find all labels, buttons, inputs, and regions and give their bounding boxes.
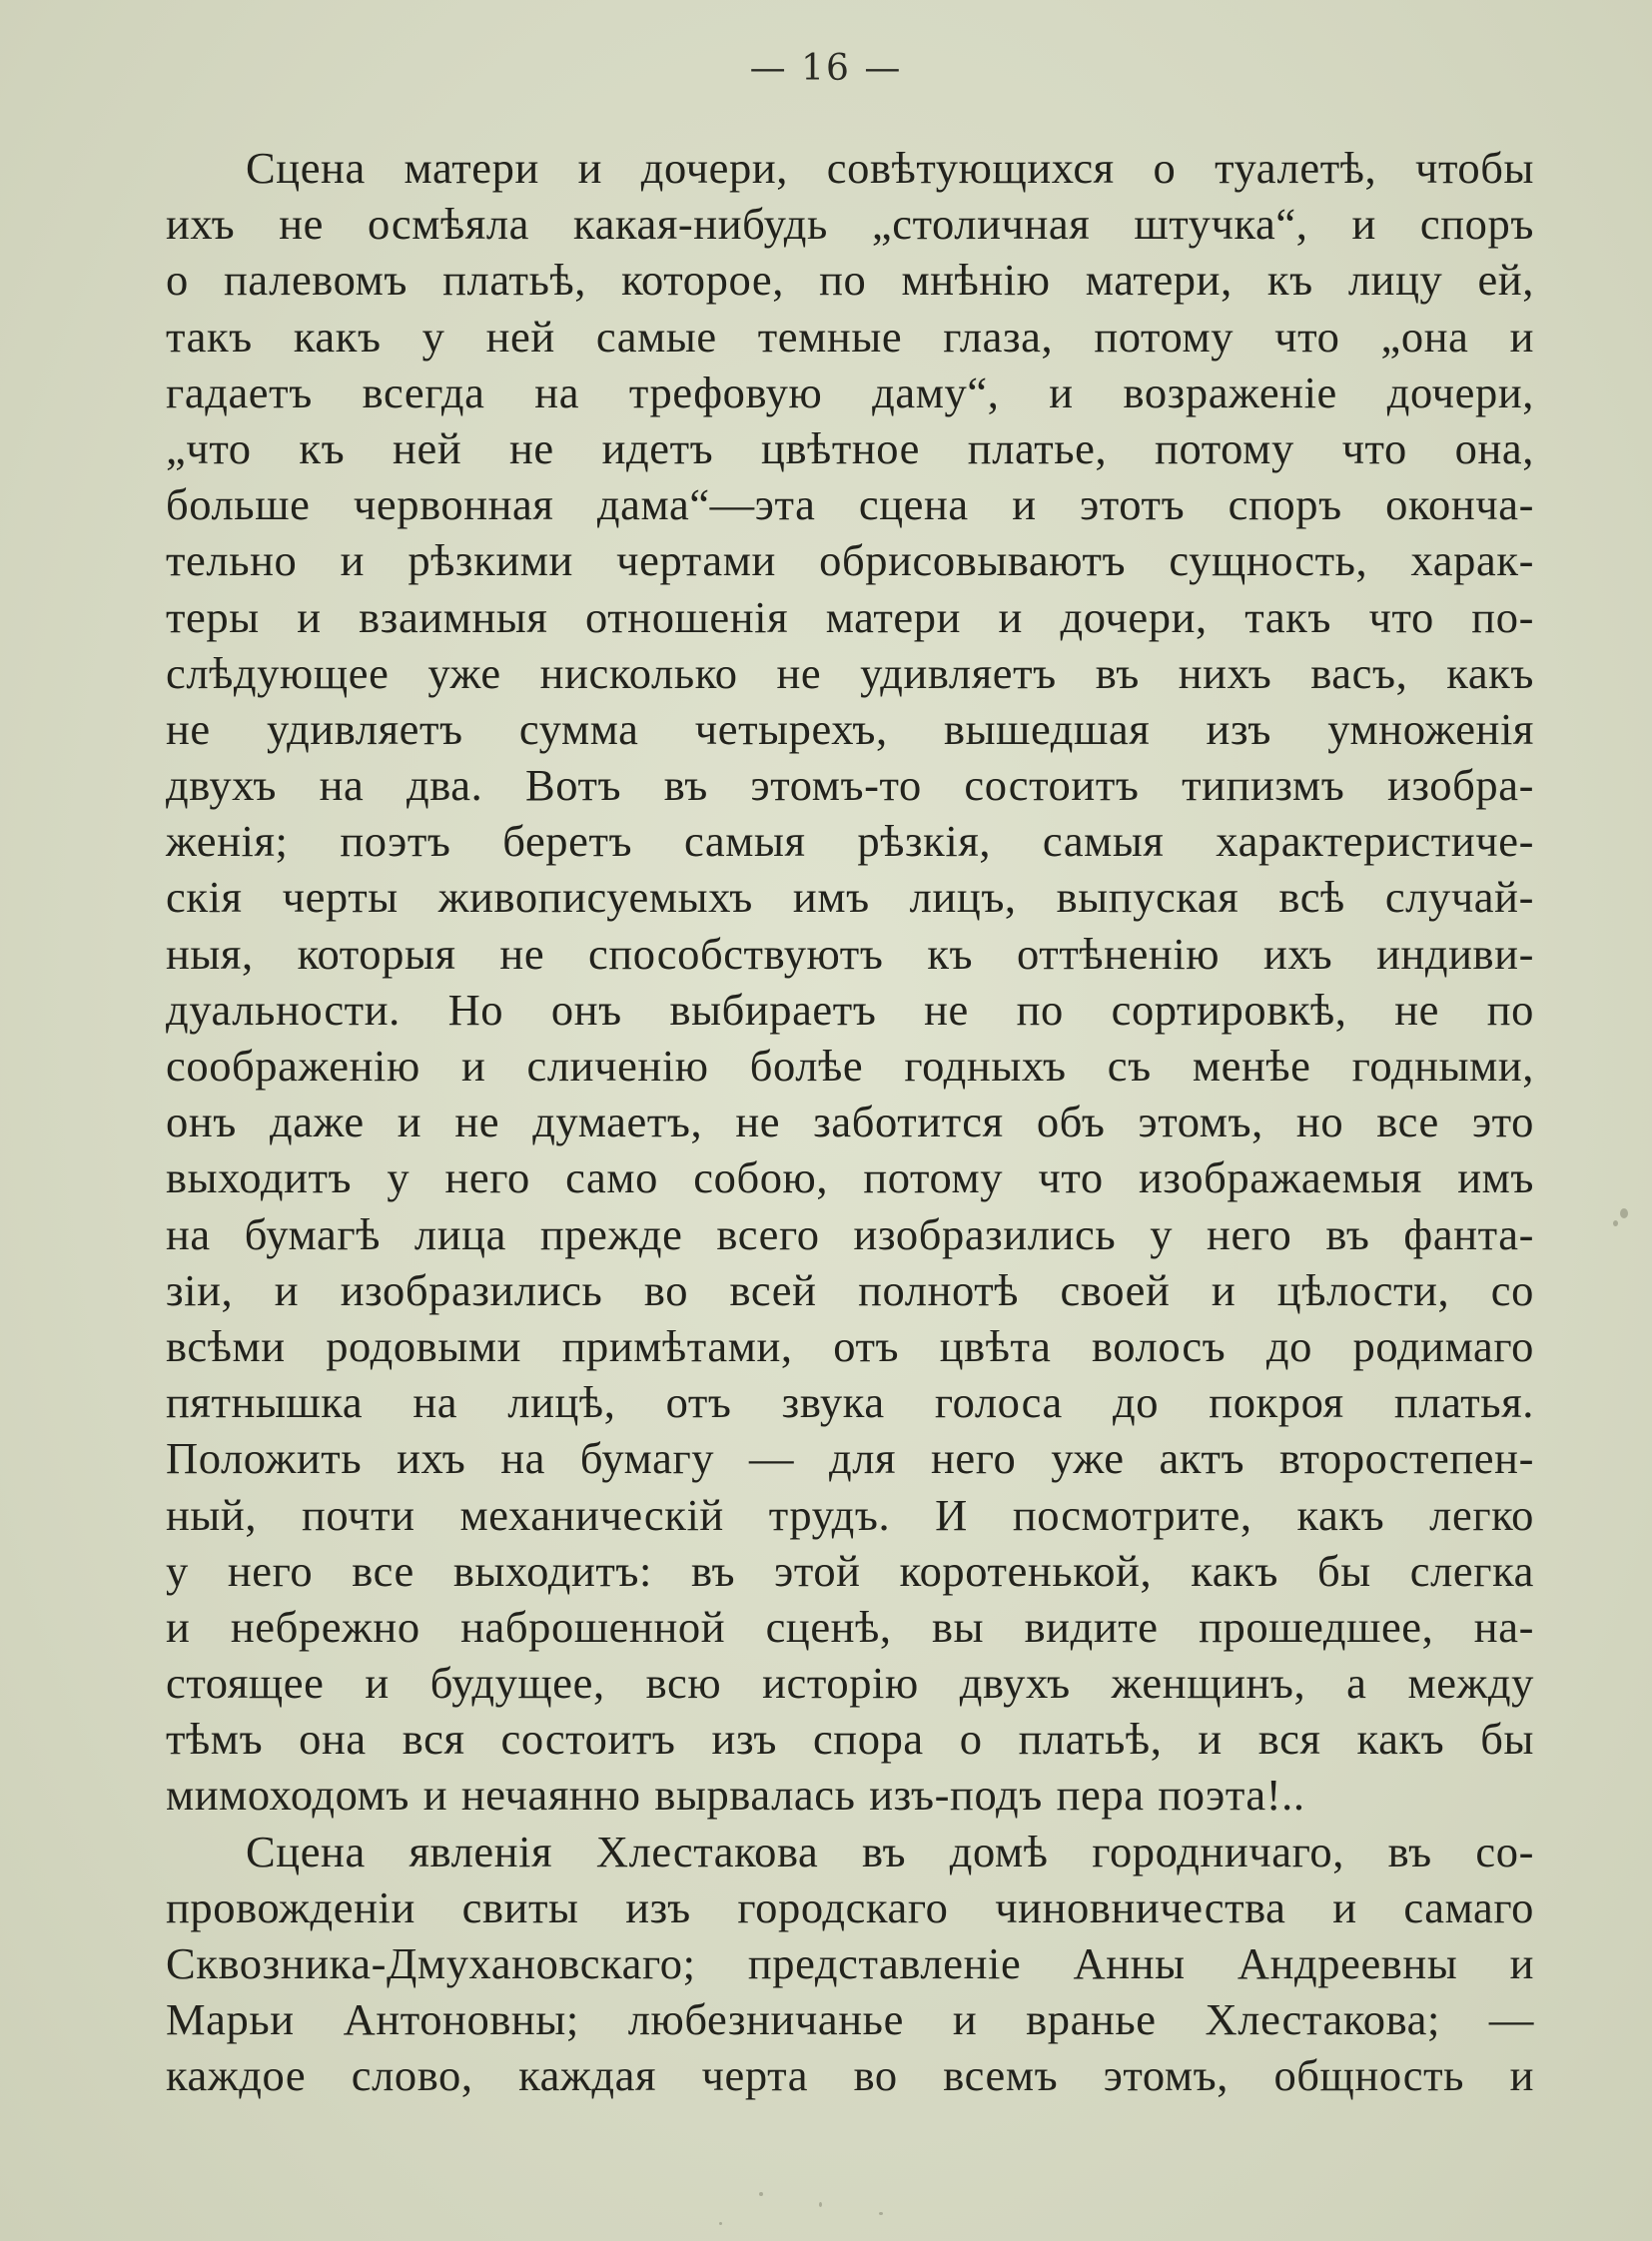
text-line: онъ даже и не думаетъ, не заботится объ этомъ, но все это: [166, 1097, 1534, 1147]
text-line: двухъ на два. Вотъ въ этомъ-то состоитъ типизмъ изобра-: [166, 760, 1534, 811]
text-line: у него все выходитъ: въ этой коротенькой, какъ бы слегка: [166, 1545, 1534, 1596]
text-line: Сцена явленія Хлестакова въ домѣ городничаго, въ со-: [246, 1826, 1534, 1876]
text-line: Сцена матери и дочери, совѣтующихся о туалетѣ, чтобы: [246, 143, 1534, 193]
paper-speck: [719, 2222, 722, 2225]
paper-speck: [759, 2192, 763, 2196]
text-line: женія; поэтъ беретъ самыя рѣзкія, самыя характеристиче-: [166, 816, 1534, 867]
text-line: гадаетъ всегда на трефовую даму“, и возраженіе дочери,: [166, 367, 1534, 417]
text-line: соображенію и сличенію болѣе годныхъ съ менѣе годными,: [166, 1041, 1534, 1091]
paper-speck: [819, 2202, 822, 2207]
text-line: больше червонная дама“—эта сцена и этотъ споръ оконча-: [166, 479, 1534, 530]
text-line: ныя, которыя не способствуютъ къ оттѣненію ихъ индиви-: [166, 928, 1534, 979]
text-line: „что къ ней не идетъ цвѣтное платье, потому что она,: [166, 422, 1534, 473]
text-line: тельно и рѣзкими чертами обрисовываютъ сущность, харак-: [166, 535, 1534, 586]
text-line: Сквозника-Дмухановскаго; представленіе Анны Андреевны и: [166, 1938, 1534, 1988]
text-line: мимоходомъ и нечаянно вырвалась изъ-подъ пера поэта!..: [166, 1770, 1305, 1821]
text-line: скія черты живописуемыхъ имъ лицъ, выпуская всѣ случай-: [166, 872, 1534, 923]
text-line: на бумагѣ лица прежде всего изобразились у него въ фанта-: [166, 1208, 1534, 1259]
text-line: провожденіи свиты изъ городскаго чиновничества и самаго: [166, 1881, 1534, 1932]
text-line: зіи, и изобразились во всей полнотѣ своей и цѣлости, со: [166, 1264, 1534, 1315]
text-line: пятнышка на лицѣ, отъ звука голоса до покроя платья.: [166, 1377, 1534, 1428]
text-line: ихъ не осмѣяла какая-нибудь „столичная штучка“, и споръ: [166, 199, 1534, 250]
text-line: Положить ихъ на бумагу — для него уже актъ второстепен-: [166, 1433, 1534, 1484]
text-line: стоящее и будущее, всю исторію двухъ женщинъ, а между: [166, 1658, 1534, 1709]
page-number: — 16 —: [749, 48, 903, 89]
paper-speck: [1620, 1208, 1628, 1218]
text-line: Марьи Антоновны; любезничанье и вранье Хлестакова; —: [166, 1994, 1534, 2045]
text-line: о палевомъ платьѣ, которое, по мнѣнію матери, къ лицу ей,: [166, 255, 1534, 306]
text-line: дуальности. Но онъ выбираетъ не по сортировкѣ, не по: [166, 984, 1534, 1035]
text-line: и небрежно наброшенной сценѣ, вы видите прошедшее, на-: [166, 1601, 1534, 1652]
text-line: такъ какъ у ней самые темные глаза, потому что „она и: [166, 311, 1534, 362]
text-line: выходитъ у него само собою, потому что изображаемыя имъ: [166, 1152, 1534, 1203]
text-line: не удивляетъ сумма четырехъ, вышедшая изъ умноженія: [166, 703, 1534, 754]
paragraph-1: [166, 140, 1534, 1824]
body-text: [166, 140, 1534, 2104]
text-line: всѣми родовыми примѣтами, отъ цвѣта волосъ до родимаго: [166, 1320, 1534, 1371]
text-line: каждое слово, каждая черта во всемъ этомъ, общность и: [166, 2050, 1534, 2101]
paragraph-2: [166, 1824, 1534, 2104]
text-line: ный, почти механическій трудъ. И посмотрите, какъ легко: [166, 1489, 1534, 1540]
paper-speck: [1613, 1220, 1618, 1226]
text-line: тѣмъ она вся состоитъ изъ спора о платьѣ, и вся какъ бы: [166, 1714, 1534, 1765]
text-line: слѣдующее уже нисколько не удивляетъ въ нихъ васъ, какъ: [166, 647, 1534, 698]
text-line: теры и взаимныя отношенія матери и дочери, такъ что по-: [166, 591, 1534, 642]
paper-speck: [879, 2212, 883, 2215]
